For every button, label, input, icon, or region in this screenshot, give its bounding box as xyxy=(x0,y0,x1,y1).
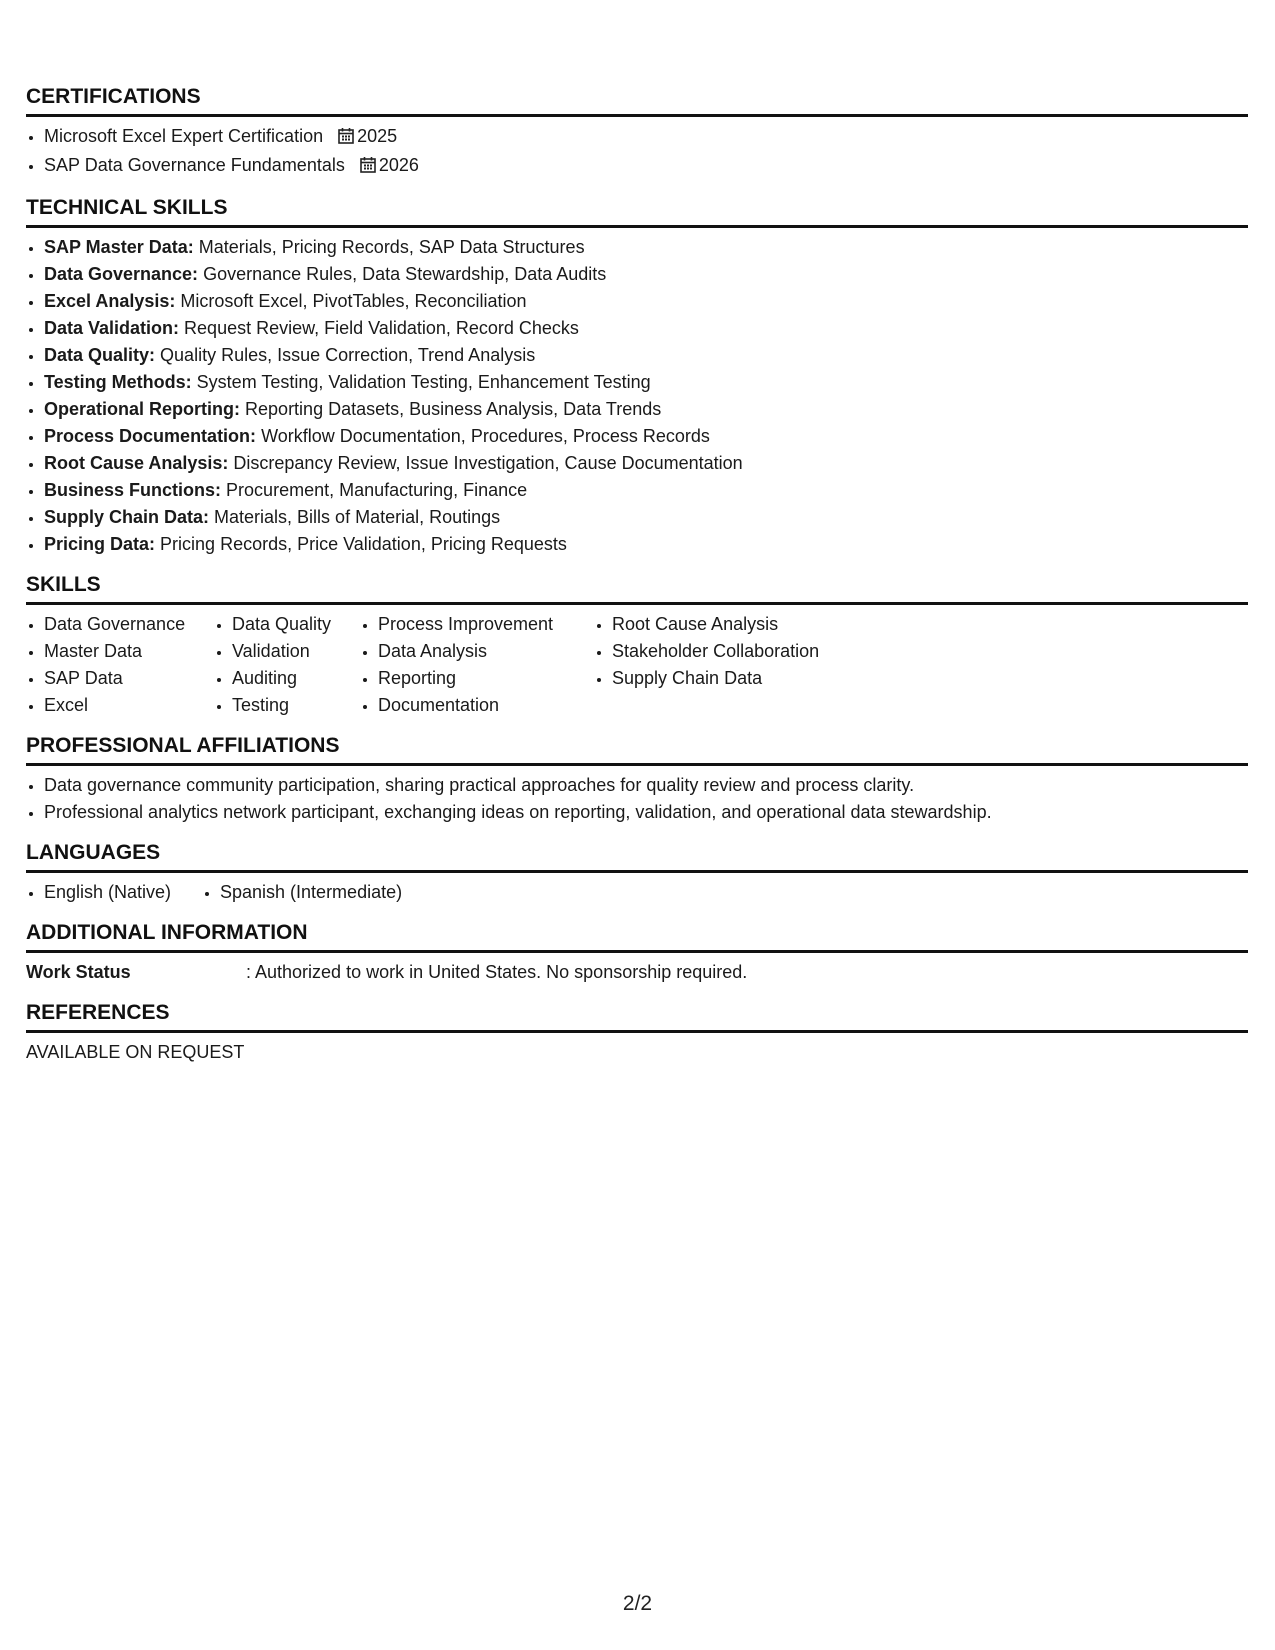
certification-date xyxy=(360,155,419,175)
technical-skill-item xyxy=(44,261,1248,288)
skill-item: • Stakeholder Collaboration xyxy=(612,638,872,665)
skill-item: • Root Cause Analysis xyxy=(612,611,872,638)
work-status-value: : Authorized to work in United States. No sponsorship required. xyxy=(246,962,748,982)
work-status-label: Work Status xyxy=(26,962,131,982)
technical-skill-item xyxy=(44,423,1248,450)
section-title: REFERENCES xyxy=(26,1000,1248,1033)
technical-skill-item xyxy=(44,531,1248,558)
skill-category: Business Functions: xyxy=(44,480,222,500)
skill-category: Supply Chain Data: xyxy=(44,507,210,527)
technical-skill-item xyxy=(44,450,1248,477)
language-item: • English (Native) xyxy=(44,879,202,906)
technical-skill-item xyxy=(44,315,1248,342)
skill-category: Data Governance: xyxy=(44,264,199,284)
skill-values: Microsoft Excel, PivotTables, Reconciliation xyxy=(180,291,527,311)
skills-column xyxy=(214,611,360,719)
skill-category: Data Quality: xyxy=(44,345,156,365)
skill-item: • Auditing xyxy=(232,665,360,692)
skill-item: • Testing xyxy=(232,692,360,719)
certification-item xyxy=(44,152,1248,181)
skills-column xyxy=(594,611,872,719)
certification-name: SAP Data Governance Fundamentals xyxy=(44,155,345,175)
certification-date xyxy=(338,126,397,146)
skill-item: • Documentation xyxy=(378,692,594,719)
skill-item: • Master Data xyxy=(44,638,214,665)
technical-skill-item xyxy=(44,504,1248,531)
skill-item: • Validation xyxy=(232,638,360,665)
skills-grid xyxy=(26,611,1248,719)
certification-year: 2025 xyxy=(357,126,398,146)
skill-values: Materials, Bills of Material, Routings xyxy=(214,507,501,527)
additional-info-section xyxy=(26,920,1248,986)
technical-skill-item xyxy=(44,396,1248,423)
skill-category: Pricing Data: xyxy=(44,534,156,554)
technical-skills-list xyxy=(26,234,1248,558)
technical-skill-item xyxy=(44,342,1248,369)
skill-item: • Reporting xyxy=(378,665,594,692)
skill-item: • Data Quality xyxy=(232,611,360,638)
work-status-row xyxy=(26,959,1248,986)
language-item: • Spanish (Intermediate) xyxy=(220,879,402,906)
skill-values: Request Review, Field Validation, Record Checks xyxy=(184,318,579,338)
skill-category: SAP Master Data: xyxy=(44,237,194,257)
references-section xyxy=(26,1000,1248,1066)
certification-year: 2026 xyxy=(378,155,419,175)
certifications-list xyxy=(26,123,1248,181)
section-title: LANGUAGES xyxy=(26,840,1248,873)
page-number: 2/2 xyxy=(622,1592,653,1615)
languages-column xyxy=(26,879,202,906)
skill-values: Procurement, Manufacturing, Finance xyxy=(226,480,528,500)
references-text: AVAILABLE ON REQUEST xyxy=(26,1042,245,1062)
skill-values: Pricing Records, Price Validation, Pricing Requests xyxy=(160,534,567,554)
technical-skill-item xyxy=(44,369,1248,396)
skill-category: Testing Methods: xyxy=(44,372,192,392)
languages-section xyxy=(26,840,1248,906)
skills-column xyxy=(26,611,214,719)
skill-item: • SAP Data xyxy=(44,665,214,692)
skill-item: • Excel xyxy=(44,692,214,719)
skills-section xyxy=(26,572,1248,719)
skill-values: Quality Rules, Issue Correction, Trend Analysis xyxy=(160,345,536,365)
technical-skills-section xyxy=(26,195,1248,558)
skills-column xyxy=(360,611,594,719)
resume-page-2 xyxy=(26,84,1248,1080)
skill-category: Operational Reporting: xyxy=(44,399,241,419)
languages-list xyxy=(26,879,1248,906)
skill-item: • Process Improvement xyxy=(378,611,594,638)
skill-category: Root Cause Analysis: xyxy=(44,453,229,473)
affiliations-section xyxy=(26,733,1248,826)
certifications-section xyxy=(26,84,1248,181)
certification-name: Microsoft Excel Expert Certification xyxy=(44,126,324,146)
affiliations-list xyxy=(26,772,1248,826)
section-title: ADDITIONAL INFORMATION xyxy=(26,920,1248,953)
section-title: PROFESSIONAL AFFILIATIONS xyxy=(26,733,1248,766)
calendar-icon xyxy=(338,125,354,152)
section-title: SKILLS xyxy=(26,572,1248,605)
technical-skill-item xyxy=(44,477,1248,504)
affiliation-item: • Professional analytics network participant, exchanging ideas on reporting, validation, and operational data stewardship. xyxy=(44,799,1248,826)
skill-category: Data Validation: xyxy=(44,318,180,338)
skill-item: • Data Governance xyxy=(44,611,214,638)
skill-values: Materials, Pricing Records, SAP Data Structures xyxy=(198,237,585,257)
affiliation-item: • Data governance community participation, sharing practical approaches for quality review and process clarity. xyxy=(44,772,1248,799)
section-title: CERTIFICATIONS xyxy=(26,84,1248,117)
technical-skill-item xyxy=(44,234,1248,261)
skill-values: Discrepancy Review, Issue Investigation, Cause Documentation xyxy=(233,453,743,473)
skill-category: Process Documentation: xyxy=(44,426,257,446)
skill-category: Excel Analysis: xyxy=(44,291,176,311)
languages-column xyxy=(202,879,402,906)
certification-item xyxy=(44,123,1248,152)
skill-values: System Testing, Validation Testing, Enhancement Testing xyxy=(196,372,651,392)
skill-item: • Data Analysis xyxy=(378,638,594,665)
skill-values: Governance Rules, Data Stewardship, Data Audits xyxy=(203,264,607,284)
skill-values: Workflow Documentation, Procedures, Process Records xyxy=(261,426,710,446)
calendar-icon xyxy=(360,154,376,181)
technical-skill-item xyxy=(44,288,1248,315)
skill-values: Reporting Datasets, Business Analysis, Data Trends xyxy=(245,399,662,419)
section-title: TECHNICAL SKILLS xyxy=(26,195,1248,228)
skill-item: • Supply Chain Data xyxy=(612,665,872,692)
